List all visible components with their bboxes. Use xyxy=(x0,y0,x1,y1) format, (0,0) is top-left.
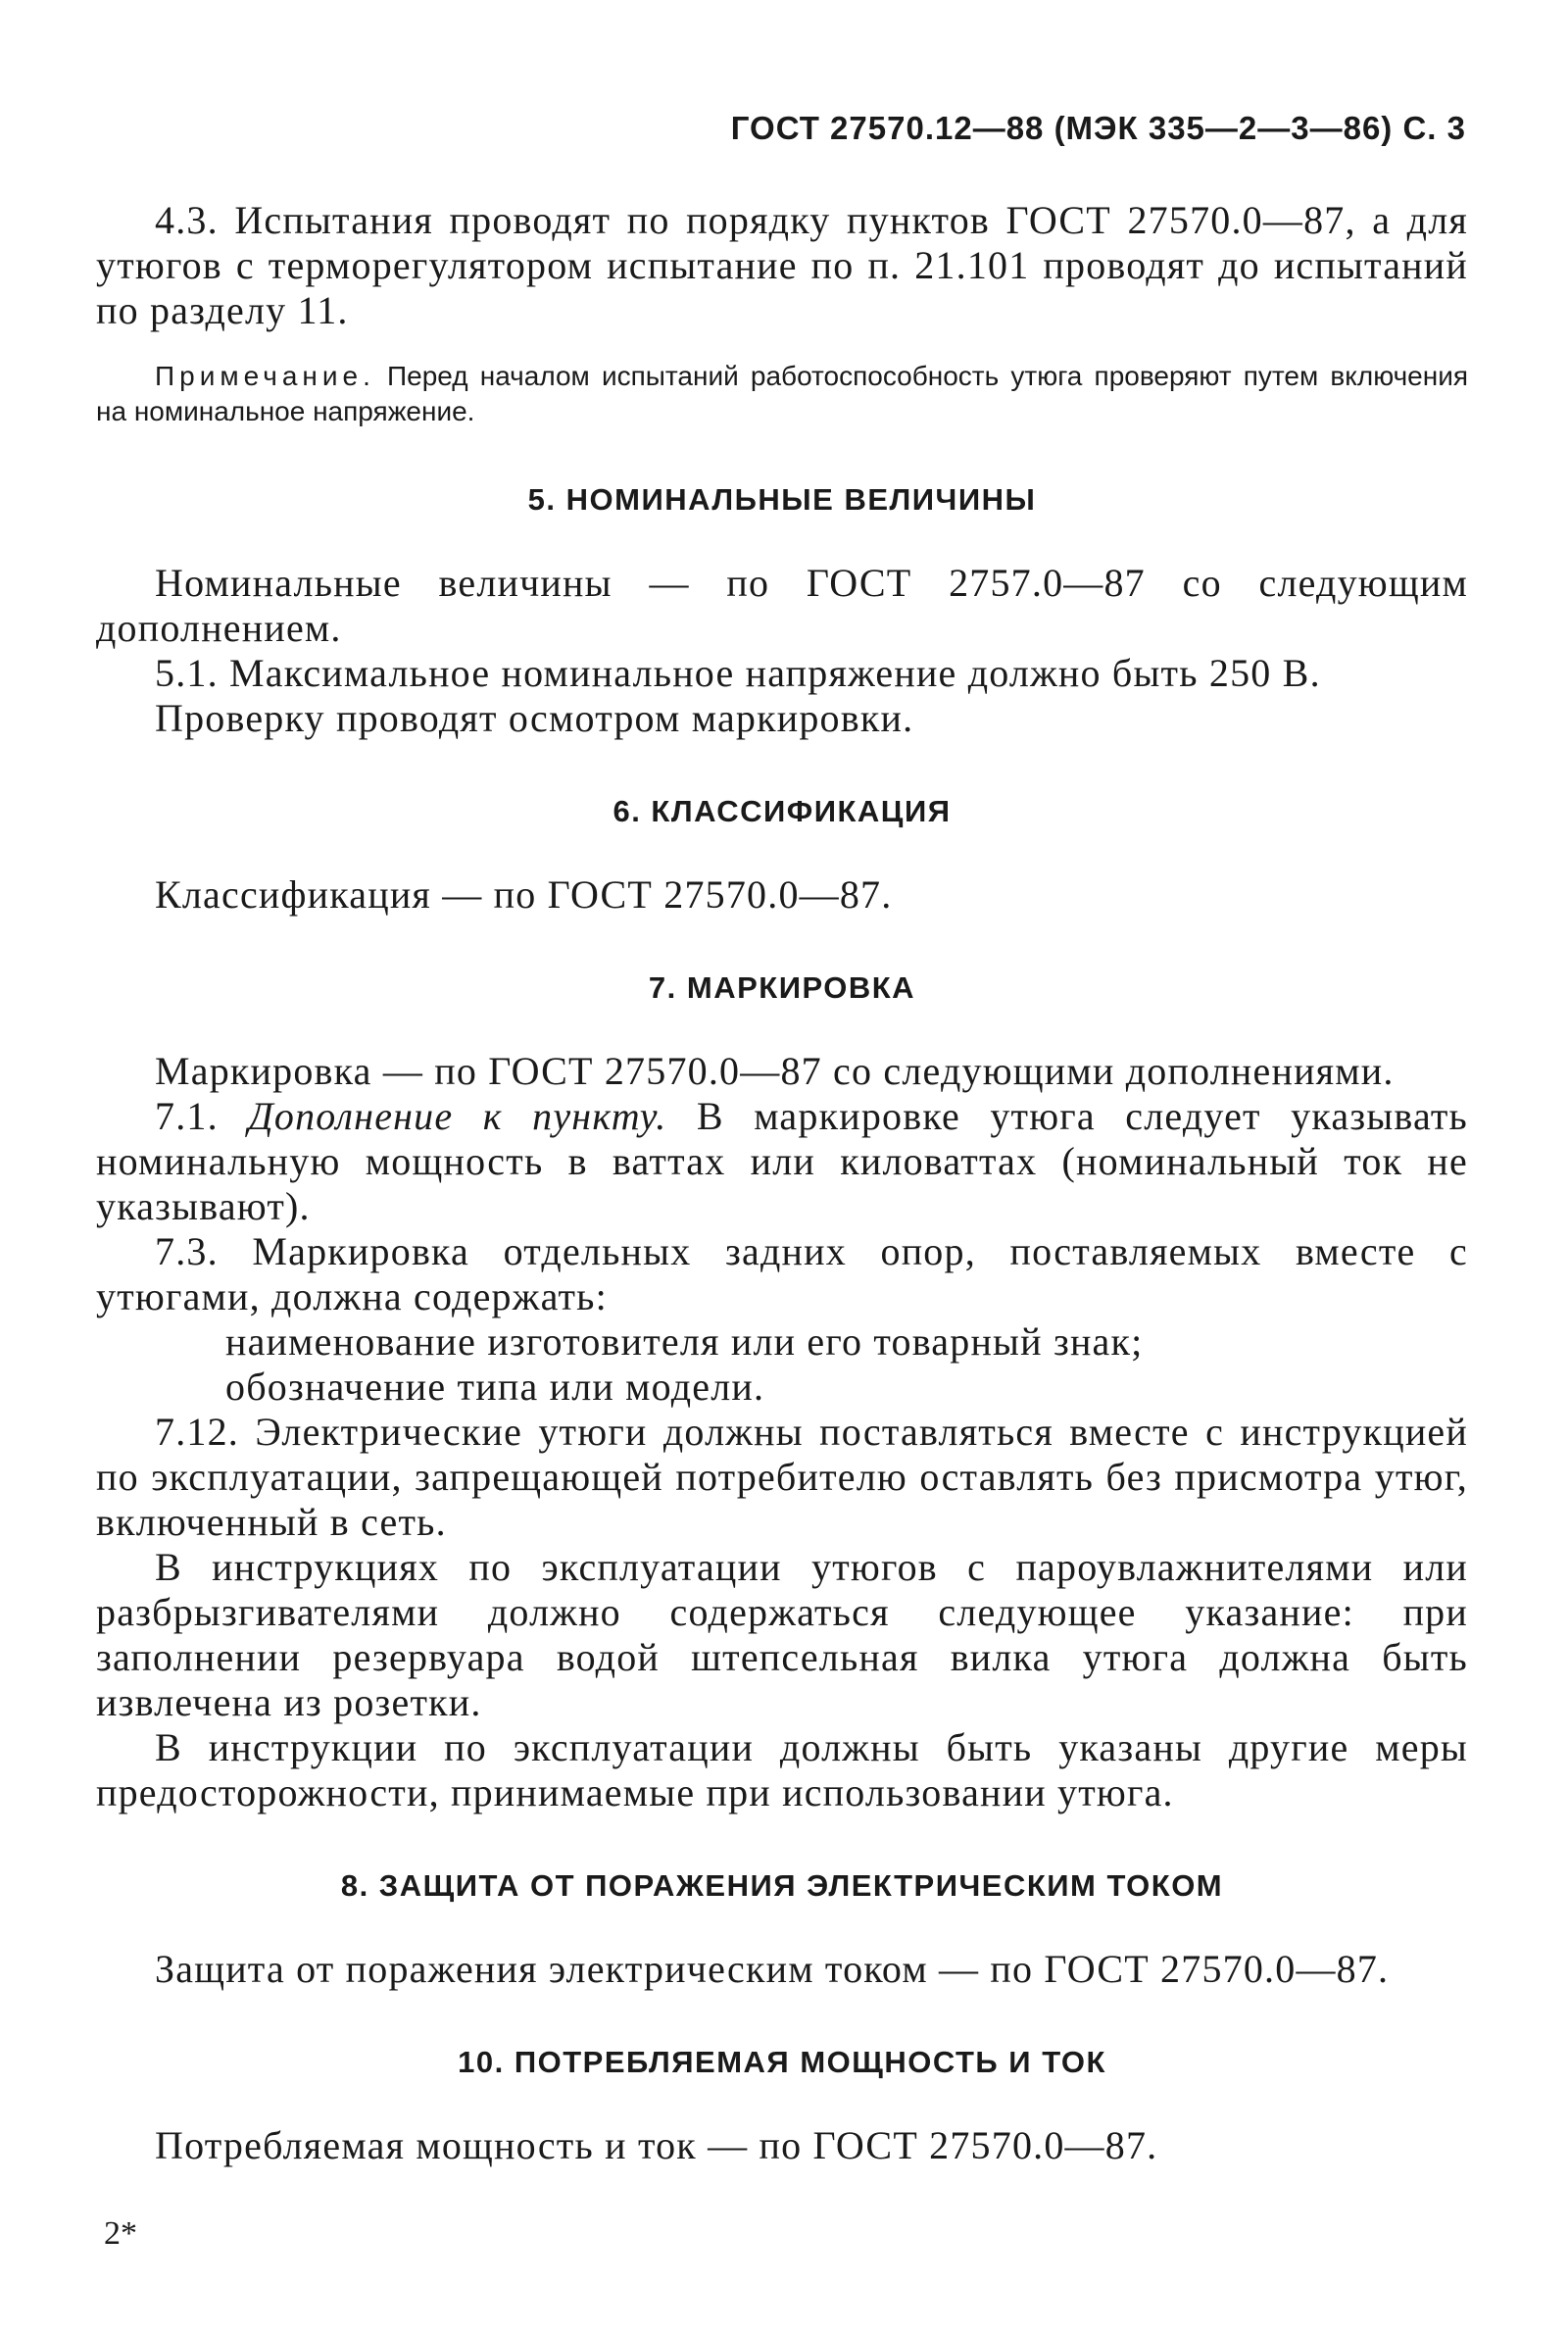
section-7-1-italic: Дополнение к пункту. xyxy=(248,1094,667,1138)
section-6-heading: 6. КЛАССИФИКАЦИЯ xyxy=(612,794,952,828)
section-5-1-paragraph: 5.1. Максимальное номинальное напряжение должно быть 250 В. xyxy=(155,651,1321,695)
section-5-paragraph: Номинальные величины — по ГОСТ 2757.0—87 со следующим дополнением. xyxy=(96,561,1468,650)
section-7-paragraph: Маркировка — по ГОСТ 27570.0—87 со следующими дополнениями. xyxy=(155,1049,1395,1093)
section-10-paragraph: Потребляемая мощность и ток — по ГОСТ 27570.0—87. xyxy=(155,2123,1158,2167)
section-7-1-number: 7.1. xyxy=(155,1094,249,1138)
section-10-heading: 10. ПОТРЕБЛЯЕМАЯ МОЩНОСТЬ И ТОК xyxy=(458,2045,1106,2079)
section-7-12-paragraph: 7.12. Электрические утюги должны поставляться вместе с инструкцией по эксплуатации, запрещающей потребителю оставлять без присмотра утюг, включенный в сеть. xyxy=(96,1410,1468,1544)
paragraph-4-3: 4.3. Испытания проводят по порядку пунктов ГОСТ 27570.0—87, а для утюгов с терморегулятором испытание по п. 21.101 проводят до испытаний по разделу 11. xyxy=(96,198,1468,332)
page-signature: 2* xyxy=(104,2215,137,2252)
section-8-heading: 8. ЗАЩИТА ОТ ПОРАЖЕНИЯ ЭЛЕКТРИЧЕСКИМ ТОКОМ xyxy=(340,1868,1224,1903)
note-text: Перед началом испытаний работоспособность утюга проверяют путем включения на номинальное напряжение. xyxy=(96,361,1468,426)
section-7-1-paragraph xyxy=(96,1094,1468,1229)
section-6-paragraph: Классификация — по ГОСТ 27570.0—87. xyxy=(155,872,893,917)
section-7-heading: 7. МАРКИРОВКА xyxy=(648,970,916,1005)
list-item: обозначение типа или модели. xyxy=(225,1365,765,1409)
section-5-check-paragraph: Проверку проводят осмотром маркировки. xyxy=(155,696,914,740)
note xyxy=(96,359,1468,429)
section-7-1-text: В маркировке утюга следует указывать номинальную мощность в ваттах или киловаттах (номинальный ток не указывают). xyxy=(96,1094,1469,1228)
note-label: Примечание. xyxy=(155,361,375,391)
section-8-paragraph: Защита от поражения электрическим током — по ГОСТ 27570.0—87. xyxy=(155,1947,1390,1991)
section-7-3-paragraph: 7.3. Маркировка отдельных задних опор, поставляемых вместе с утюгами, должна содержать: xyxy=(96,1229,1468,1318)
section-7-precautions-paragraph: В инструкции по эксплуатации должны быть указаны другие меры предосторожности, принимаемые при использовании утюга. xyxy=(96,1725,1468,1814)
page-header: ГОСТ 27570.12—88 (МЭК 335—2—3—86) С. 3 xyxy=(730,110,1466,146)
section-5-heading: 5. НОМИНАЛЬНЫЕ ВЕЛИЧИНЫ xyxy=(527,482,1037,517)
document-page xyxy=(96,110,1468,2168)
list-item: наименование изготовителя или его товарный знак; xyxy=(225,1319,1144,1364)
section-7-instructions-paragraph: В инструкциях по эксплуатации утюгов с пароувлажнителями или разбрызгивателями должно содержаться следующее указание: при заполнении резервуара водой штепсельная вилка утюга должна быть извлечена из розетки. xyxy=(96,1545,1468,1724)
